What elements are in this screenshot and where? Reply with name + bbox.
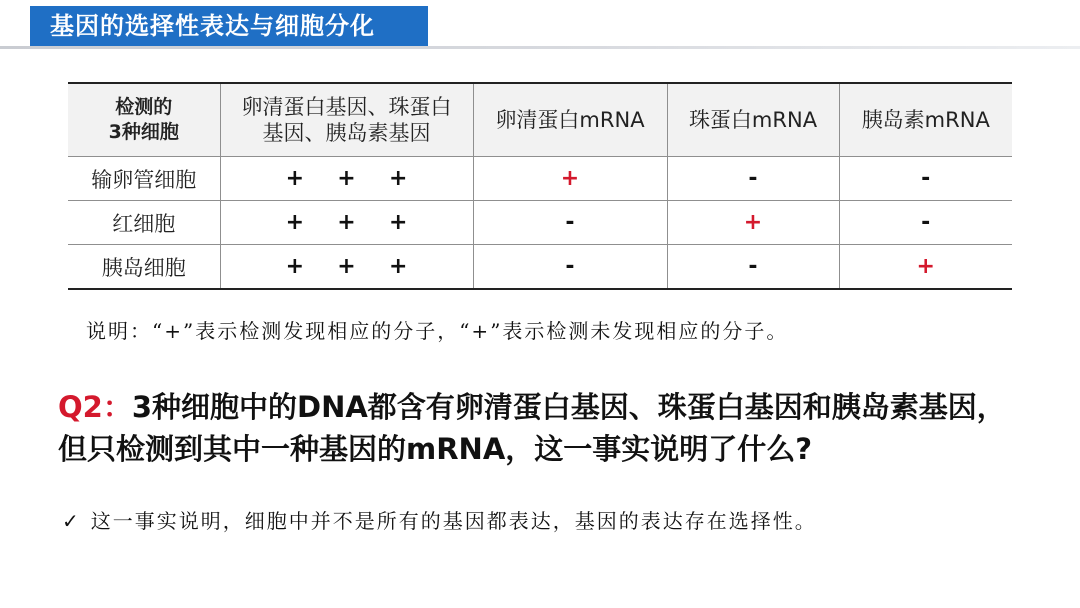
mrna-cell — [473, 245, 667, 290]
genes-header-line1: 卵清蛋白基因、珠蛋白 — [241, 95, 452, 119]
gene-mark: + — [388, 254, 408, 279]
corner-header-line2: 3种细胞 — [108, 121, 179, 143]
gene-mark: + — [388, 210, 408, 235]
mrna-mark: - — [921, 210, 931, 235]
mrna-mark: - — [565, 254, 575, 279]
genes-cell — [220, 157, 473, 201]
mrna-cell — [667, 201, 839, 245]
mrna-header-ovalbumin: 卵清蛋白mRNA — [473, 83, 667, 157]
mrna-mark: - — [565, 210, 575, 235]
genes-cell — [220, 245, 473, 290]
table-row — [68, 245, 1012, 290]
check-icon: ✓ — [62, 509, 81, 533]
corner-header-line1: 检测的 — [115, 96, 173, 118]
corner-header — [68, 83, 220, 157]
gene-mark: + — [285, 210, 305, 235]
gene-mark: + — [337, 166, 356, 191]
table-row — [68, 201, 1012, 245]
mrna-header-insulin: 胰岛素mRNA — [839, 83, 1012, 157]
answer-block — [62, 505, 817, 534]
row-label: 输卵管细胞 — [68, 157, 220, 201]
mrna-cell — [839, 201, 1012, 245]
gene-mark: + — [337, 254, 356, 279]
row-label: 胰岛细胞 — [68, 245, 220, 290]
answer-text: 这一事实说明，细胞中并不是所有的基因都表达，基因的表达存在选择性。 — [90, 509, 817, 533]
gene-mark: + — [285, 254, 305, 279]
mrna-mark: - — [748, 166, 758, 191]
mrna-cell — [839, 157, 1012, 201]
table-header-row — [68, 83, 1012, 157]
row-label: 红细胞 — [68, 201, 220, 245]
gene-expression-table — [68, 82, 1012, 290]
title-divider — [0, 46, 1080, 49]
mrna-mark: - — [921, 166, 931, 191]
genes-header-line2: 基因、胰岛素基因 — [262, 121, 431, 145]
gene-mark: + — [337, 210, 356, 235]
mrna-mark: + — [743, 210, 763, 235]
page-title: 基因的选择性表达与细胞分化 — [50, 12, 375, 40]
genes-header — [220, 83, 473, 157]
gene-mark: + — [285, 166, 305, 191]
question-label: Q2： — [58, 390, 132, 424]
question-text: 3种细胞中的DNA都含有卵清蛋白基因、珠蛋白基因和胰岛素基因，但只检测到其中一种基因的mRNA，这一事实说明了什么? — [58, 390, 1006, 466]
mrna-mark: - — [748, 254, 758, 279]
mrna-cell — [473, 157, 667, 201]
gene-mark: + — [388, 166, 408, 191]
mrna-cell — [839, 245, 1012, 290]
table-note: 说明：“+”表示检测发现相应的分子，“+”表示检测未发现相应的分子。 — [86, 319, 789, 343]
mrna-cell — [667, 245, 839, 290]
mrna-cell — [667, 157, 839, 201]
genes-cell — [220, 201, 473, 245]
mrna-cell — [473, 201, 667, 245]
mrna-mark: + — [560, 166, 580, 191]
table-row — [68, 157, 1012, 201]
question-block — [58, 386, 1028, 470]
mrna-header-globin: 珠蛋白mRNA — [667, 83, 839, 157]
mrna-mark: + — [916, 254, 935, 279]
